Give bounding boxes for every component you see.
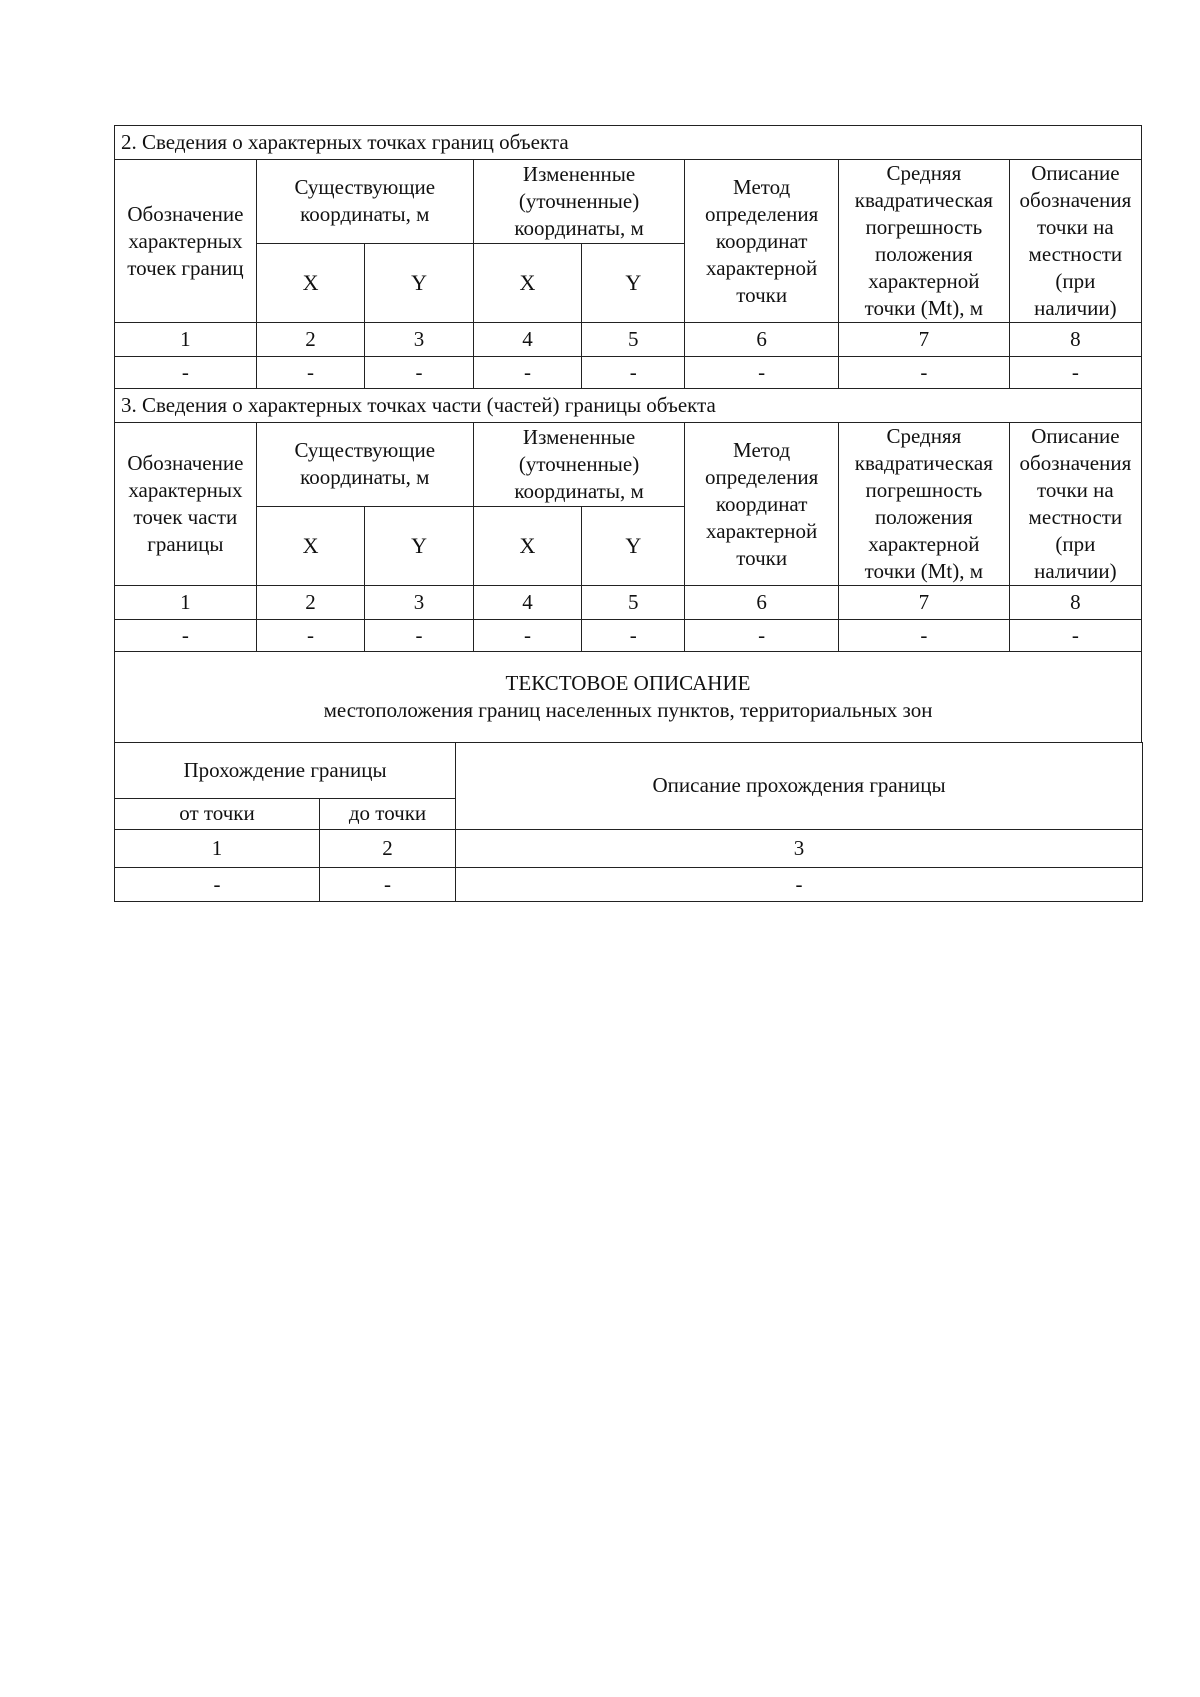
passage-number-row [115, 829, 1143, 867]
col-to-point: до точки [320, 798, 456, 829]
boundary-passage-table [114, 742, 1143, 902]
column-number: 6 [685, 586, 839, 620]
column-number: 6 [685, 323, 839, 357]
column-number: 2 [320, 829, 456, 867]
section3-col-error: Средняя квадратическая погрешность положения характерной точки (Mt), м [838, 423, 1009, 586]
table-cell: - [582, 620, 685, 652]
points-table [114, 125, 1142, 743]
text-description-subheading: местоположения границ населенных пунктов, территориальных зон [323, 698, 933, 722]
column-number: 1 [115, 323, 257, 357]
table-cell: - [473, 620, 581, 652]
section3-data-row [115, 620, 1142, 652]
column-number: 1 [115, 586, 257, 620]
table-cell: - [582, 357, 685, 389]
section2-title: 2. Сведения о характерных точках границ объекта [115, 126, 1142, 160]
section2-data-row [115, 357, 1142, 389]
section2-changed-x: X [473, 243, 581, 322]
section2-col-designation: Обозначение характерных точек границ [115, 160, 257, 323]
table-cell: - [256, 357, 364, 389]
column-number: 7 [838, 586, 1009, 620]
column-number: 7 [838, 323, 1009, 357]
column-number: 3 [365, 323, 473, 357]
table-cell: - [115, 620, 257, 652]
table-cell: - [115, 357, 257, 389]
table-cell: - [838, 357, 1009, 389]
section3-col-designation: Обозначение характерных точек части границы [115, 423, 257, 586]
table-cell: - [320, 867, 456, 901]
section3-changed-x: X [473, 506, 581, 585]
column-number: 8 [1009, 586, 1141, 620]
table-cell: - [1009, 620, 1141, 652]
section2-number-row [115, 323, 1142, 357]
section3-title: 3. Сведения о характерных точках части (частей) границы объекта [115, 389, 1142, 423]
table-cell: - [456, 867, 1143, 901]
table-cell: - [365, 357, 473, 389]
section3-col-changed: Измененные (уточненные) координаты, м [473, 423, 685, 507]
document-sheet [114, 125, 1142, 902]
table-cell: - [685, 620, 839, 652]
section3-changed-y: Y [582, 506, 685, 585]
section3-col-description: Описание обозначения точки на местности (при наличии) [1009, 423, 1141, 586]
table-cell: - [365, 620, 473, 652]
section2-existing-y: Y [365, 243, 473, 322]
section2-col-existing: Существующие координаты, м [256, 160, 473, 244]
table-cell: - [473, 357, 581, 389]
table-cell: - [256, 620, 364, 652]
text-description-heading-block [115, 652, 1142, 743]
section2-col-method: Метод определения координат характерной точки [685, 160, 839, 323]
column-number: 5 [582, 586, 685, 620]
column-number: 2 [256, 323, 364, 357]
table-cell: - [838, 620, 1009, 652]
column-number: 4 [473, 586, 581, 620]
column-number: 8 [1009, 323, 1141, 357]
column-number: 5 [582, 323, 685, 357]
col-from-point: от точки [115, 798, 320, 829]
column-number: 2 [256, 586, 364, 620]
section3-col-existing: Существующие координаты, м [256, 423, 473, 507]
section2-col-error: Средняя квадратическая погрешность положения характерной точки (Mt), м [838, 160, 1009, 323]
column-number: 4 [473, 323, 581, 357]
col-passage: Прохождение границы [115, 742, 456, 798]
section3-existing-y: Y [365, 506, 473, 585]
passage-data-row [115, 867, 1143, 901]
table-cell: - [115, 867, 320, 901]
col-passage-description: Описание прохождения границы [456, 742, 1143, 829]
section2-col-changed: Измененные (уточненные) координаты, м [473, 160, 685, 244]
section2-changed-y: Y [582, 243, 685, 322]
section3-col-method: Метод определения координат характерной точки [685, 423, 839, 586]
table-cell: - [685, 357, 839, 389]
section3-existing-x: X [256, 506, 364, 585]
column-number: 3 [365, 586, 473, 620]
column-number: 1 [115, 829, 320, 867]
column-number: 3 [456, 829, 1143, 867]
section2-col-description: Описание обозначения точки на местности (при наличии) [1009, 160, 1141, 323]
section3-number-row [115, 586, 1142, 620]
text-description-heading: ТЕКСТОВОЕ ОПИСАНИЕ [505, 671, 751, 695]
section2-existing-x: X [256, 243, 364, 322]
table-cell: - [1009, 357, 1141, 389]
